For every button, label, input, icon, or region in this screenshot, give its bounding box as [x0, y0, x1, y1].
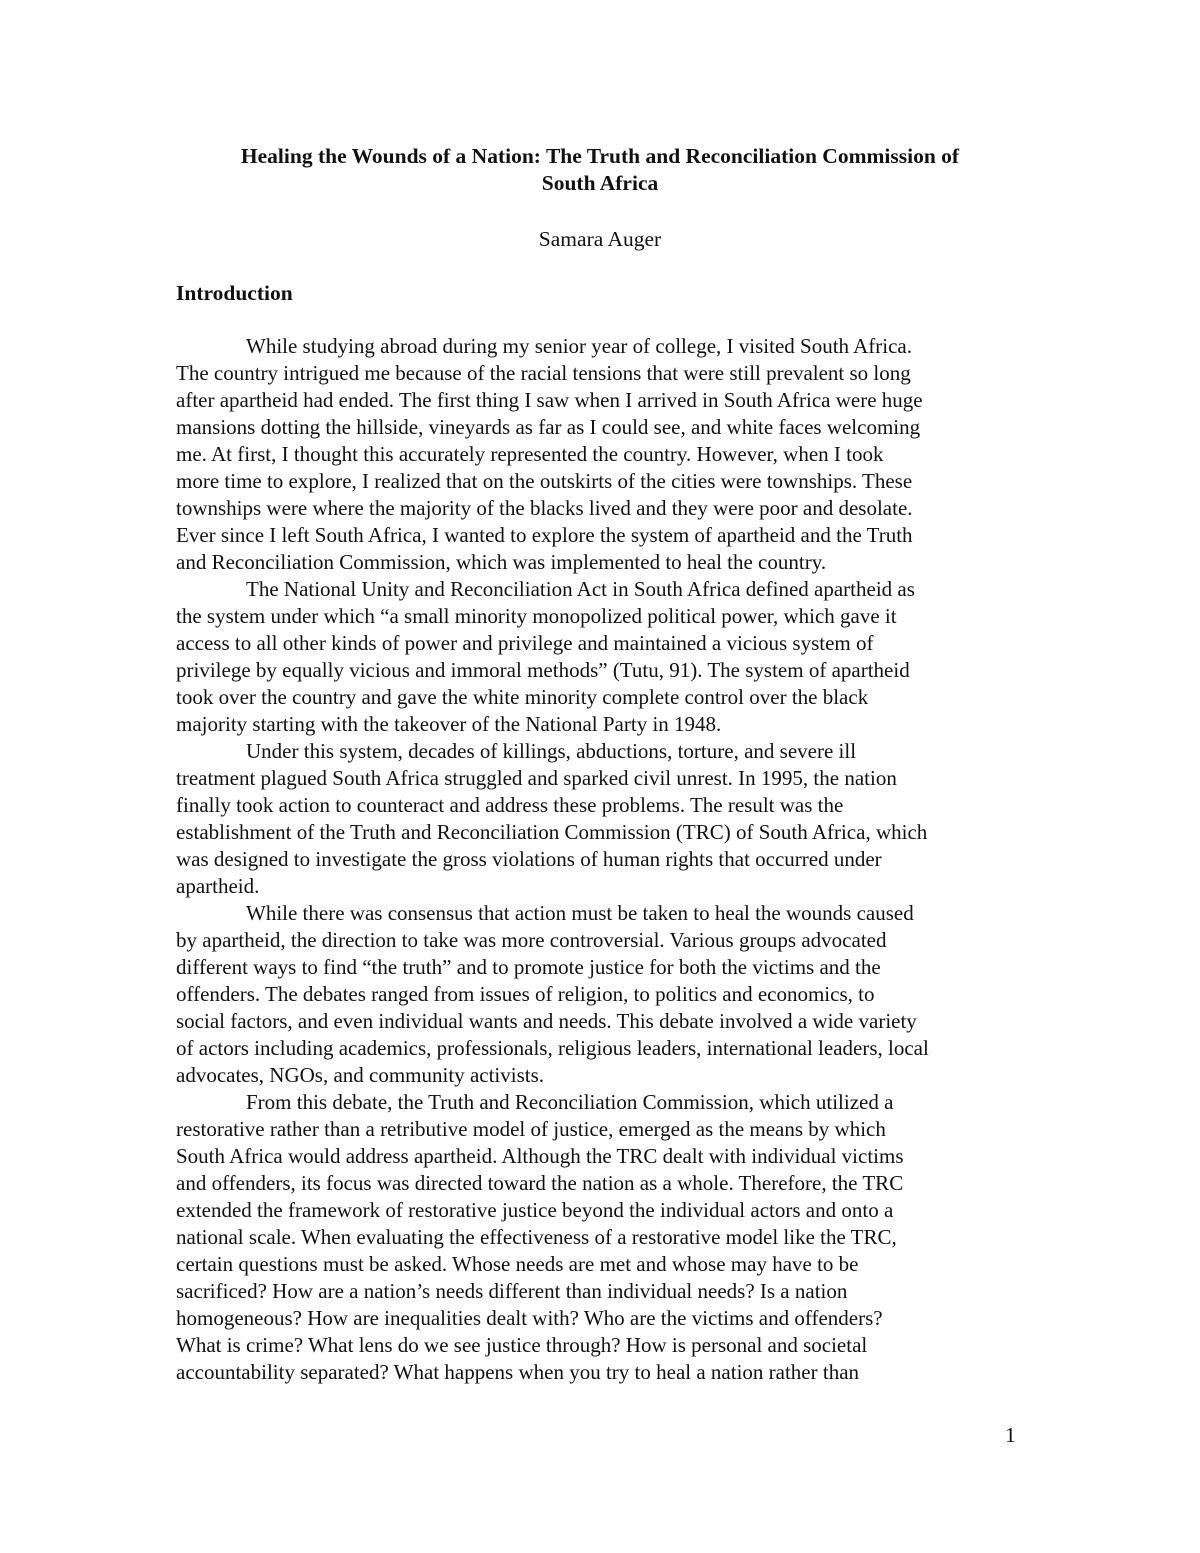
text-line: mansions dotting the hillside, vineyards as far as I could see, and white faces welcoming: [176, 415, 921, 439]
text-line: treatment plagued South Africa struggled and sparked civil unrest. In 1995, the nation: [176, 766, 897, 790]
text-line: townships were where the majority of the blacks lived and they were poor and desolate.: [176, 496, 913, 520]
text-line: of actors including academics, professionals, religious leaders, international leaders, local: [176, 1036, 929, 1060]
author-name: Samara Auger: [538, 227, 662, 251]
text-line: and Reconciliation Commission, which was implemented to heal the country.: [176, 550, 827, 574]
text-line: From this debate, the Truth and Reconciliation Commission, which utilized a: [246, 1090, 894, 1114]
text-line: establishment of the Truth and Reconciliation Commission (TRC) of South Africa, which: [176, 820, 928, 844]
text-line: apartheid.: [176, 874, 260, 898]
text-line: more time to explore, I realized that on the outskirts of the cities were townships. These: [176, 469, 913, 493]
text-line: me. At first, I thought this accurately represented the country. However, when I took: [176, 442, 884, 466]
text-line: took over the country and gave the white minority complete control over the black: [176, 685, 869, 709]
text-line: privilege by equally vicious and immoral methods” (Tutu, 91). The system of apartheid: [176, 658, 910, 682]
text-line: advocates, NGOs, and community activists.: [176, 1063, 545, 1087]
text-line: While studying abroad during my senior year of college, I visited South Africa.: [246, 334, 913, 358]
text-line: What is crime? What lens do we see justice through? How is personal and societal: [176, 1333, 868, 1357]
text-line: homogeneous? How are inequalities dealt with? Who are the victims and offenders?: [176, 1306, 883, 1330]
text-line: by apartheid, the direction to take was more controversial. Various groups advocated: [176, 928, 887, 952]
text-line: The country intrigued me because of the racial tensions that were still prevalent so long: [176, 361, 911, 385]
document-title: [150, 143, 1050, 197]
text-line: extended the framework of restorative justice beyond the individual actors and onto a: [176, 1198, 894, 1222]
text-line: the system under which “a small minority monopolized political power, which gave it: [176, 604, 897, 628]
body-text: [176, 333, 1026, 1386]
text-line: South Africa would address apartheid. Although the TRC dealt with individual victims: [176, 1144, 904, 1168]
text-line: finally took action to counteract and address these problems. The result was the: [176, 793, 844, 817]
text-line: restorative rather than a retributive model of justice, emerged as the means by which: [176, 1117, 886, 1141]
text-line: The National Unity and Reconciliation Act in South Africa defined apartheid as: [246, 577, 915, 601]
text-line: Ever since I left South Africa, I wanted to explore the system of apartheid and the Truth: [176, 523, 913, 547]
title-line-1: Healing the Wounds of a Nation: The Truth and Reconciliation Commission of: [240, 144, 960, 168]
text-line: different ways to find “the truth” and to promote justice for both the victims and the: [176, 955, 881, 979]
text-line: access to all other kinds of power and privilege and maintained a vicious system of: [176, 631, 874, 655]
text-line: offenders. The debates ranged from issues of religion, to politics and economics, to: [176, 982, 875, 1006]
text-line: majority starting with the takeover of the National Party in 1948.: [176, 712, 722, 736]
text-line: social factors, and even individual wants and needs. This debate involved a wide variety: [176, 1009, 917, 1033]
title-line-2: South Africa: [541, 171, 659, 195]
text-line: sacrificed? How are a nation’s needs different than individual needs? Is a nation: [176, 1279, 848, 1303]
text-line: accountability separated? What happens when you try to heal a nation rather than: [176, 1360, 860, 1384]
text-line: While there was consensus that action must be taken to heal the wounds caused: [246, 901, 914, 925]
text-line: certain questions must be asked. Whose needs are met and whose may have to be: [176, 1252, 859, 1276]
text-line: and offenders, its focus was directed toward the nation as a whole. Therefore, the TRC: [176, 1171, 904, 1195]
text-line: national scale. When evaluating the effectiveness of a restorative model like the TRC,: [176, 1225, 897, 1249]
page-number: 1: [1005, 1423, 1016, 1447]
text-line: was designed to investigate the gross violations of human rights that occurred under: [176, 847, 882, 871]
section-heading: Introduction: [176, 281, 293, 305]
text-line: Under this system, decades of killings, abductions, torture, and severe ill: [246, 739, 857, 763]
text-line: after apartheid had ended. The first thing I saw when I arrived in South Africa were huge: [176, 388, 923, 412]
